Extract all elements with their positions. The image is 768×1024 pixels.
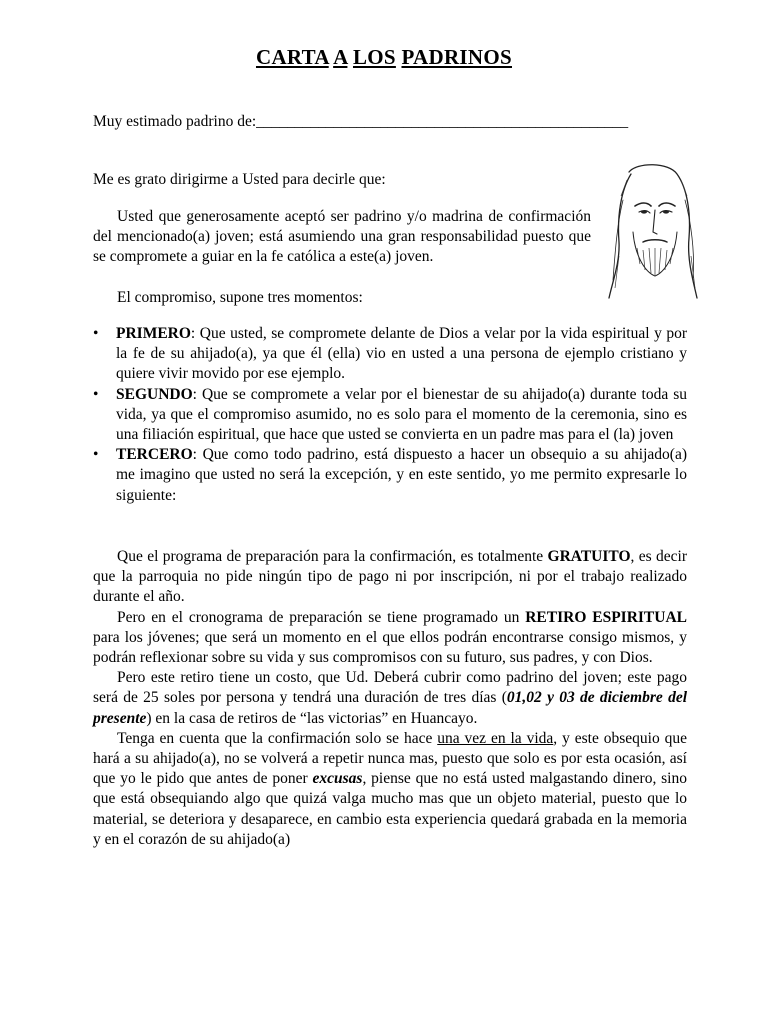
salutation-text: Muy estimado padrino de: — [93, 113, 257, 130]
salutation-blank: ________________________________________________ — [256, 113, 629, 130]
paragraph-retiro: Pero en el cronograma de preparación se tiene programado un RETIRO ESPIRITUAL para los jóvenes; que será un momento en el que ellos podrán encontrarse consigo mismos, y podrán reflexionar sobre su vida y sus compromisos con su futuro, sus padres, y con Dios. — [93, 608, 687, 667]
paragraph-commitment: El compromiso, supone tres momentos: — [117, 289, 363, 306]
list-item: • TERCERO: Que como todo padrino, está dispuesto a hacer un obsequio a su ahijado(a) me imagino que usted no será la excepción, y en este sentido, yo me permito expresarle lo siguiente: — [93, 446, 687, 504]
list-item: • PRIMERO: Que usted, se compromete delante de Dios a velar por la vida espiritual y por la fe de su ahijado(a), ya que él (ella) vio en usted a una persona de ejemplo cristiano y quiere vivir movido por ese ejemplo. — [93, 325, 687, 383]
letter-body — [93, 547, 687, 850]
title-word: CARTA — [255, 45, 329, 69]
paragraph-responsibility: Usted que generosamente aceptó ser padrino y/o madrina de confirmación del mencionado(a) joven; está asumiendo una gran responsabilidad puesto que se compromete a guiar en la fe católica a este(a) joven. — [93, 208, 591, 266]
list-item: • SEGUNDO: Que se compromete a velar por el bienestar de su ahijado(a) durante toda su vida, ya que el compromiso asumido, no es solo para el momento de la ceremonia, sino es una filiación espiritual, que hace que usted se convierta en un padre mas para el (la) joven — [93, 385, 687, 444]
moments-list — [93, 324, 687, 506]
title-word: A — [333, 45, 348, 69]
paragraph-costo: Pero este retiro tiene un costo, que Ud. Deberá cubrir como padrino del joven; este pago será de 25 soles por persona y tendrá una duración de tres días (01,02 y 03 de diciembre del presente) en la casa de retiros de “las victorias” en Huancayo. — [93, 669, 687, 727]
intro-line: Me es grato dirigirme a Usted para decirle que: — [93, 171, 386, 188]
paragraph-gratuito: Que el programa de preparación para la confirmación, es totalmente GRATUITO, es decir que la parroquia no pide ningún tipo de pago ni por inscripción, ni por el trabajo realizado durante el año. — [93, 548, 688, 606]
jesus-portrait-icon — [607, 160, 699, 302]
title-word: LOS — [352, 45, 396, 69]
salutation — [93, 112, 628, 132]
paragraph-una-vez: Tenga en cuenta que la confirmación solo se hace una vez en la vida, y este obsequio que hará a su ahijado(a), no se volverá a repetir nunca mas, puesto que solo es por esta ocasión, así que yo le pido que antes de poner excusas, piense que no está usted malgastando dinero, sino que está obsequiando algo que quizá valga mucho mas que un objeto material, puesto que lo material, se deteriora y desaparece, en cambio esta experiencia quedará grabada en la memoria y en el corazón de su ahijado(a) — [93, 729, 687, 848]
page-title — [0, 45, 768, 70]
bullet: • — [93, 446, 99, 464]
bullet: • — [93, 325, 99, 342]
title-word: PADRINOS — [401, 45, 512, 69]
bullet: • — [93, 385, 99, 403]
